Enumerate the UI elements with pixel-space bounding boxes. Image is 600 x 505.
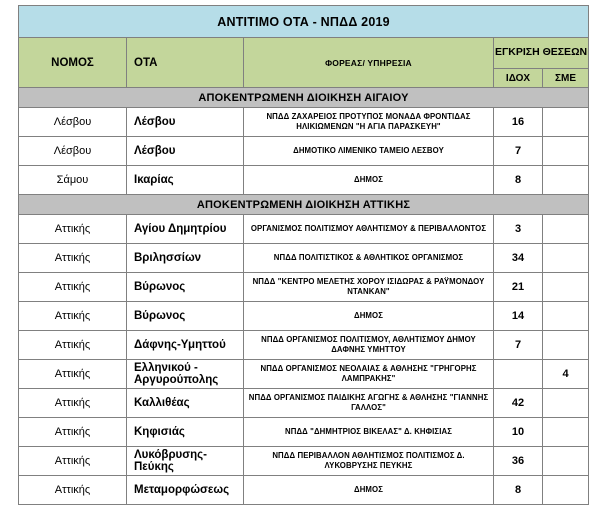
cell-sme <box>543 244 589 273</box>
cell-foreas: ΔΗΜΟΣ <box>244 302 494 331</box>
cell-idox: 21 <box>494 273 543 302</box>
cell-nomos: Λέσβου <box>19 108 127 137</box>
table-row <box>19 360 589 389</box>
cell-idox: 8 <box>494 166 543 195</box>
table-row <box>19 215 589 244</box>
header-row-main <box>19 38 589 69</box>
page-title: ΑΝΤΙΤΙΜΟ ΟΤΑ - ΝΠΔΔ 2019 <box>19 6 589 38</box>
table-row <box>19 166 589 195</box>
cell-idox: 8 <box>494 476 543 505</box>
cell-idox: 34 <box>494 244 543 273</box>
section-band-row <box>19 88 589 108</box>
section-band-label: ΑΠΟΚΕΝΤΡΩΜΕΝΗ ΔΙΟΙΚΗΣΗ ΑΙΓΑΙΟΥ <box>19 88 589 108</box>
cell-sme <box>543 108 589 137</box>
table-row <box>19 476 589 505</box>
cell-idox: 7 <box>494 331 543 360</box>
title-row <box>19 6 589 38</box>
cell-ota: Λυκόβρυσης-Πεύκης <box>127 447 244 476</box>
cell-ota: Βύρωνος <box>127 273 244 302</box>
cell-nomos: Αττικής <box>19 476 127 505</box>
column-header-nomos: ΝΟΜΟΣ <box>19 38 127 88</box>
cell-ota: Ελληνικού - Αργυρούπολης <box>127 360 244 389</box>
table-row <box>19 137 589 166</box>
cell-ota: Δάφνης-Υμηττού <box>127 331 244 360</box>
cell-nomos: Αττικής <box>19 215 127 244</box>
cell-sme <box>543 476 589 505</box>
cell-foreas: ΔΗΜΟΣ <box>244 476 494 505</box>
cell-foreas: ΝΠΔΔ ΠΕΡΙΒΑΛΛΟΝ ΑΘΛΗΤΙΣΜΟΣ ΠΟΛΙΤΙΣΜΟΣ Δ. ΛΥΚΟΒΡΥΣΗΣ ΠΕΥΚΗΣ <box>244 447 494 476</box>
table-row <box>19 244 589 273</box>
cell-foreas: ΝΠΔΔ ΟΡΓΑΝΙΣΜΟΣ ΠΑΙΔΙΚΗΣ ΑΓΩΓΗΣ & ΑΘΛΗΣΗΣ "ΓΙΑΝΝΗΣ ΓΑΛΛΟΣ" <box>244 389 494 418</box>
cell-idox: 42 <box>494 389 543 418</box>
cell-nomos: Αττικής <box>19 331 127 360</box>
table-row <box>19 447 589 476</box>
column-header-idox: ΙΔΟΧ <box>494 69 543 88</box>
cell-ota: Βύρωνος <box>127 302 244 331</box>
cell-foreas: ΟΡΓΑΝΙΣΜΟΣ ΠΟΛΙΤΙΣΜΟΥ ΑΘΛΗΤΙΣΜΟΥ & ΠΕΡΙΒΑΛΛΟΝΤΟΣ <box>244 215 494 244</box>
cell-idox: 16 <box>494 108 543 137</box>
cell-idox: 36 <box>494 447 543 476</box>
column-header-sme: ΣΜΕ <box>543 69 589 88</box>
cell-ota: Καλλιθέας <box>127 389 244 418</box>
cell-sme <box>543 302 589 331</box>
cell-idox: 3 <box>494 215 543 244</box>
section-band-row <box>19 195 589 215</box>
cell-foreas: ΝΠΔΔ ΖΑΧΑΡΕΙΟΣ ΠΡΟΤΥΠΟΣ ΜΟΝΑΔΑ ΦΡΟΝΤΙΔΑΣ ΗΛΙΚΙΩΜΕΝΩΝ "Η ΑΓΙΑ ΠΑΡΑΣΚΕΥΗ" <box>244 108 494 137</box>
cell-ota: Ικαρίας <box>127 166 244 195</box>
cell-ota: Κηφισιάς <box>127 418 244 447</box>
table-row <box>19 302 589 331</box>
table-row <box>19 331 589 360</box>
table-row <box>19 418 589 447</box>
cell-sme <box>543 273 589 302</box>
cell-sme <box>543 418 589 447</box>
section-band-label: ΑΠΟΚΕΝΤΡΩΜΕΝΗ ΔΙΟΙΚΗΣΗ ΑΤΤΙΚΗΣ <box>19 195 589 215</box>
cell-foreas: ΔΗΜΟΣ <box>244 166 494 195</box>
cell-foreas: ΝΠΔΔ "ΚΕΝΤΡΟ ΜΕΛΕΤΗΣ ΧΟΡΟΥ ΙΣΙΔΩΡΑΣ & ΡΑΫΜΟΝΔΟΥ ΝΤΑΝΚΑΝ" <box>244 273 494 302</box>
cell-ota: Αγίου Δημητρίου <box>127 215 244 244</box>
cell-foreas: ΝΠΔΔ ΠΟΛΙΤΙΣΤΙΚΟΣ & ΑΘΛΗΤΙΚΟΣ ΟΡΓΑΝΙΣΜΟΣ <box>244 244 494 273</box>
cell-nomos: Αττικής <box>19 418 127 447</box>
cell-sme <box>543 331 589 360</box>
cell-idox: 7 <box>494 137 543 166</box>
cell-ota: Βριλησσίων <box>127 244 244 273</box>
cell-idox: 14 <box>494 302 543 331</box>
table-body <box>19 88 589 505</box>
table-header <box>19 6 589 88</box>
cell-idox: 10 <box>494 418 543 447</box>
cell-idox <box>494 360 543 389</box>
column-header-egkrisi-theseon: ΕΓΚΡΙΣΗ ΘΕΣΕΩΝ <box>494 38 589 69</box>
cell-nomos: Σάμου <box>19 166 127 195</box>
cell-sme <box>543 215 589 244</box>
cell-nomos: Αττικής <box>19 389 127 418</box>
cell-nomos: Αττικής <box>19 244 127 273</box>
cell-nomos: Αττικής <box>19 360 127 389</box>
cell-foreas: ΔΗΜΟΤΙΚΟ ΛΙΜΕΝΙΚΟ ΤΑΜΕΙΟ ΛΕΣΒΟΥ <box>244 137 494 166</box>
cell-foreas: ΝΠΔΔ ΟΡΓΑΝΙΣΜΟΣ ΠΟΛΙΤΙΣΜΟΥ, ΑΘΛΗΤΙΣΜΟΥ ΔΗΜΟΥ ΔΑΦΝΗΣ ΥΜΗΤΤΟΥ <box>244 331 494 360</box>
cell-nomos: Λέσβου <box>19 137 127 166</box>
cell-ota: Λέσβου <box>127 108 244 137</box>
cell-sme <box>543 447 589 476</box>
table-row <box>19 108 589 137</box>
cell-nomos: Αττικής <box>19 302 127 331</box>
cell-nomos: Αττικής <box>19 273 127 302</box>
cell-ota: Λέσβου <box>127 137 244 166</box>
allocation-table <box>18 5 589 505</box>
table-row <box>19 273 589 302</box>
cell-ota: Μεταμορφώσεως <box>127 476 244 505</box>
cell-sme <box>543 137 589 166</box>
cell-sme <box>543 389 589 418</box>
column-header-foreas: ΦΟΡΕΑΣ/ ΥΠΗΡΕΣΙΑ <box>244 38 494 88</box>
cell-sme: 4 <box>543 360 589 389</box>
cell-nomos: Αττικής <box>19 447 127 476</box>
cell-foreas: ΝΠΔΔ ΟΡΓΑΝΙΣΜΟΣ ΝΕΟΛΑΙΑΣ & ΑΘΛΗΣΗΣ "ΓΡΗΓΟΡΗΣ ΛΑΜΠΡΑΚΗΣ" <box>244 360 494 389</box>
cell-foreas: ΝΠΔΔ "ΔΗΜΗΤΡΙΟΣ ΒΙΚΕΛΑΣ" Δ. ΚΗΦΙΣΙΑΣ <box>244 418 494 447</box>
column-header-ota: ΟΤΑ <box>127 38 244 88</box>
cell-sme <box>543 166 589 195</box>
table-row <box>19 389 589 418</box>
